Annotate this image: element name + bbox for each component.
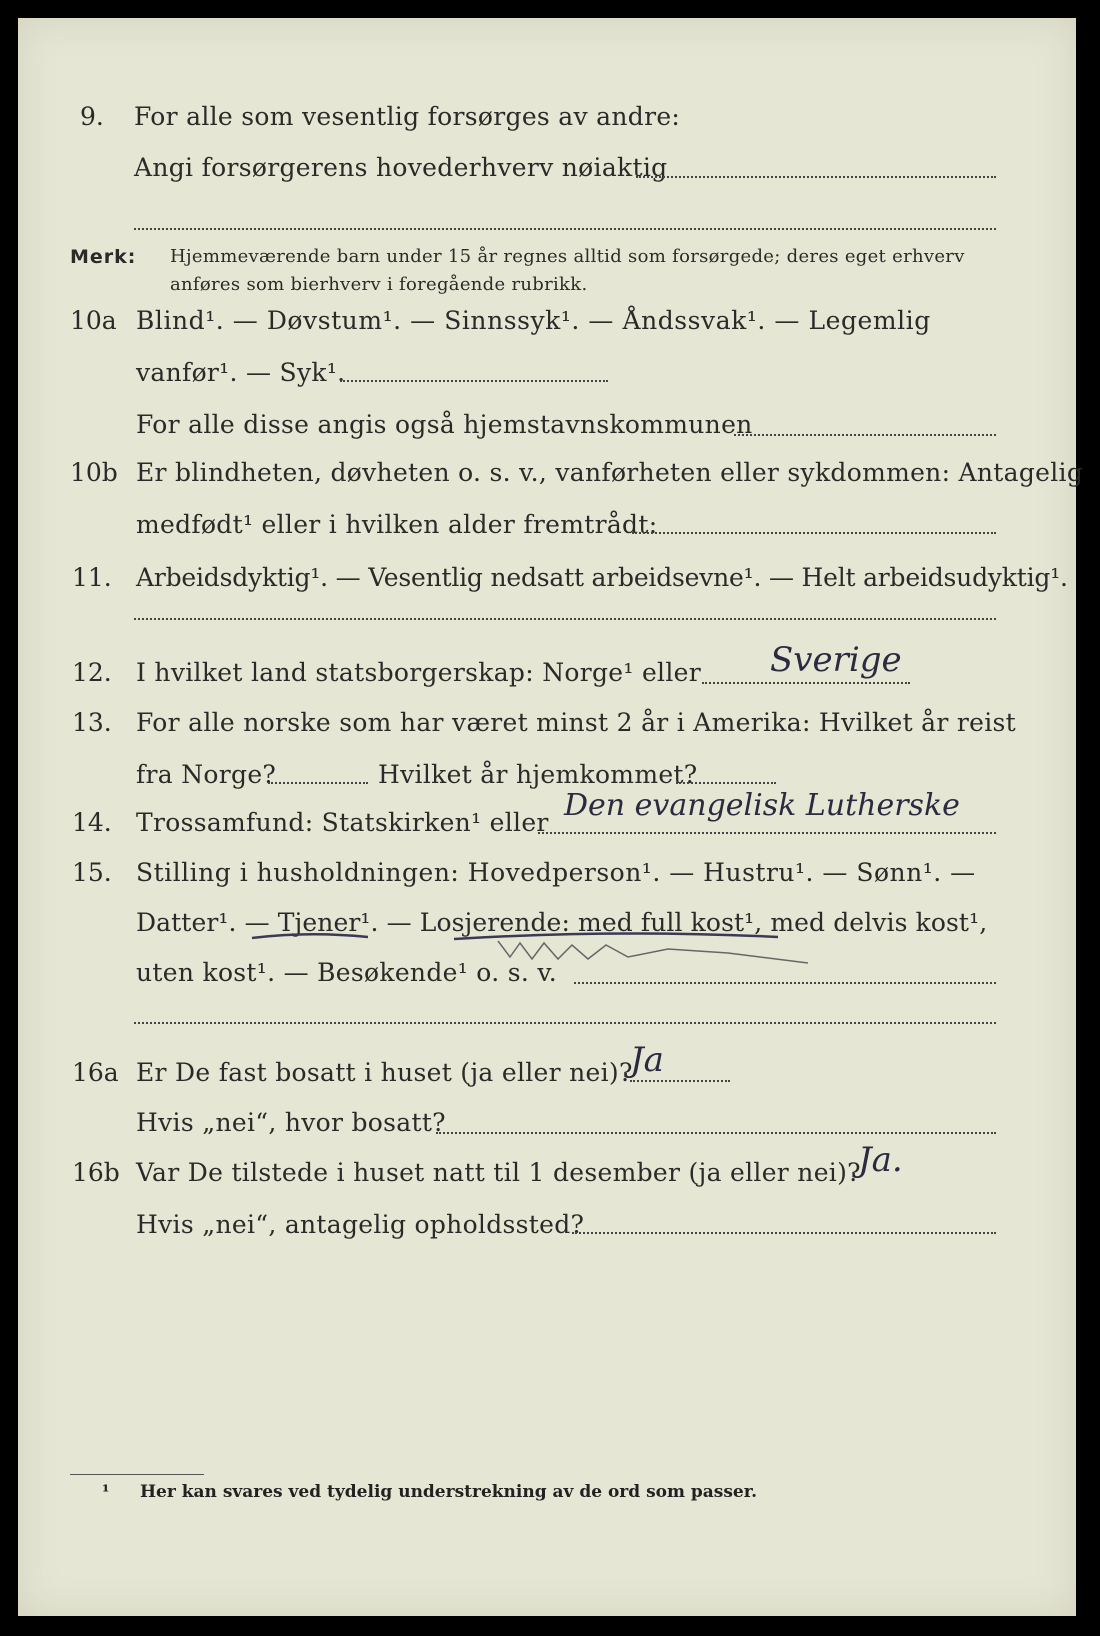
q10a-text-line3: For alle disse angis også hjemstavnskommunen xyxy=(136,410,753,439)
footnote-divider xyxy=(70,1474,204,1475)
question-number-11: 11. xyxy=(72,563,112,592)
q10b-answer-line[interactable] xyxy=(632,532,996,534)
question-number-13: 13. xyxy=(72,708,112,737)
question-number-15: 15. xyxy=(72,858,112,887)
q12-text-line1: I hvilket land statsborgerskap: Norge¹ eller xyxy=(136,658,701,687)
q15-answer-line-2[interactable] xyxy=(134,1022,996,1024)
q13-reist-answer-line[interactable] xyxy=(268,782,368,784)
q13-text-line1: For alle norske som har været minst 2 år i Amerika: Hvilket år reist xyxy=(136,708,1017,737)
census-form-page xyxy=(18,18,1084,1616)
q16b-text-line2: Hvis „nei“, antagelig opholdssted? xyxy=(136,1210,585,1239)
merk-text-line2: anføres som bierhverv i foregående rubrikk. xyxy=(170,274,588,295)
q14-handwritten-answer: Den evangelisk Lutherske xyxy=(564,788,960,823)
q9-answer-line[interactable] xyxy=(636,176,996,178)
q9-answer-line-2[interactable] xyxy=(134,228,996,230)
q16a-text-line1: Er De fast bosatt i huset (ja eller nei)? xyxy=(136,1058,633,1087)
q16b-handwritten-answer: Ja. xyxy=(858,1140,903,1180)
footnote-text: Her kan svares ved tydelig understrekning av de ord som passer. xyxy=(140,1482,758,1502)
q11-answer-line[interactable] xyxy=(134,618,996,620)
q16a-bosatt-answer-line[interactable] xyxy=(436,1132,996,1134)
merk-text-line1: Hjemmeværende barn under 15 år regnes alltid som forsørgede; deres eget erhverv xyxy=(170,246,965,267)
question-number-10b: 10b xyxy=(70,458,118,487)
q14-text-line1: Trossamfund: Statskirken¹ eller xyxy=(136,808,549,837)
q15-answer-line[interactable] xyxy=(574,982,996,984)
q10a-syk-answer-line[interactable] xyxy=(340,380,608,382)
question-number-16b: 16b xyxy=(72,1158,120,1187)
q16b-opholdssted-answer-line[interactable] xyxy=(572,1232,996,1234)
q10b-text-line2: medfødt¹ eller i hvilken alder fremtrådt: xyxy=(136,510,658,539)
question-number-9: 9. xyxy=(80,102,104,131)
q10a-kommune-answer-line[interactable] xyxy=(734,434,996,436)
q12-answer-line[interactable] xyxy=(702,682,910,684)
question-number-14: 14. xyxy=(72,808,112,837)
q10a-text-line1: Blind¹. — Døvstum¹. — Sinnssyk¹. — Åndssvak¹. — Legemlig xyxy=(136,306,931,335)
q11-text-line1: Arbeidsdyktig¹. — Vesentlig nedsatt arbeidsevne¹. — Helt arbeidsudyktig¹. xyxy=(136,563,1068,592)
q13-text-line2b: Hvilket år hjemkommet? xyxy=(378,760,698,789)
q15-text-line1: Stilling i husholdningen: Hovedperson¹. — Hustru¹. — Sønn¹. — xyxy=(136,858,976,887)
q13-hjemkommet-answer-line[interactable] xyxy=(676,782,776,784)
q9-text-line2: Angi forsørgerens hovederhverv nøiaktig xyxy=(134,153,668,182)
q15-text-line2: Datter¹. — Tjener¹. — Losjerende: med full kost¹, med delvis kost¹, xyxy=(136,908,988,937)
question-number-12: 12. xyxy=(72,658,112,687)
q14-answer-line[interactable] xyxy=(538,832,996,834)
q10a-text-line2: vanfør¹. — Syk¹. xyxy=(136,358,346,387)
question-number-16a: 16a xyxy=(72,1058,119,1087)
q15-handwritten-underline-marks xyxy=(248,923,818,973)
q10b-text-line1: Er blindheten, døvheten o. s. v., vanførheten eller sykdommen: Antagelig xyxy=(136,458,1084,487)
q16a-handwritten-answer: Ja xyxy=(630,1040,664,1080)
q16b-text-line1: Var De tilstede i huset natt til 1 desember (ja eller nei)? xyxy=(136,1158,861,1187)
q15-text-line3: uten kost¹. — Besøkende¹ o. s. v. xyxy=(136,958,558,987)
footnote-marker: ¹ xyxy=(102,1482,110,1502)
q13-text-line2a: fra Norge? xyxy=(136,760,277,789)
question-number-10a: 10a xyxy=(70,306,117,335)
q12-handwritten-answer: Sverige xyxy=(770,640,902,680)
merk-label: Merk: xyxy=(70,246,137,268)
q9-text-line1: For alle som vesentlig forsørges av andre: xyxy=(134,102,681,131)
q16a-text-line2: Hvis „nei“, hvor bosatt? xyxy=(136,1108,446,1137)
q16a-answer-line[interactable] xyxy=(630,1080,730,1082)
